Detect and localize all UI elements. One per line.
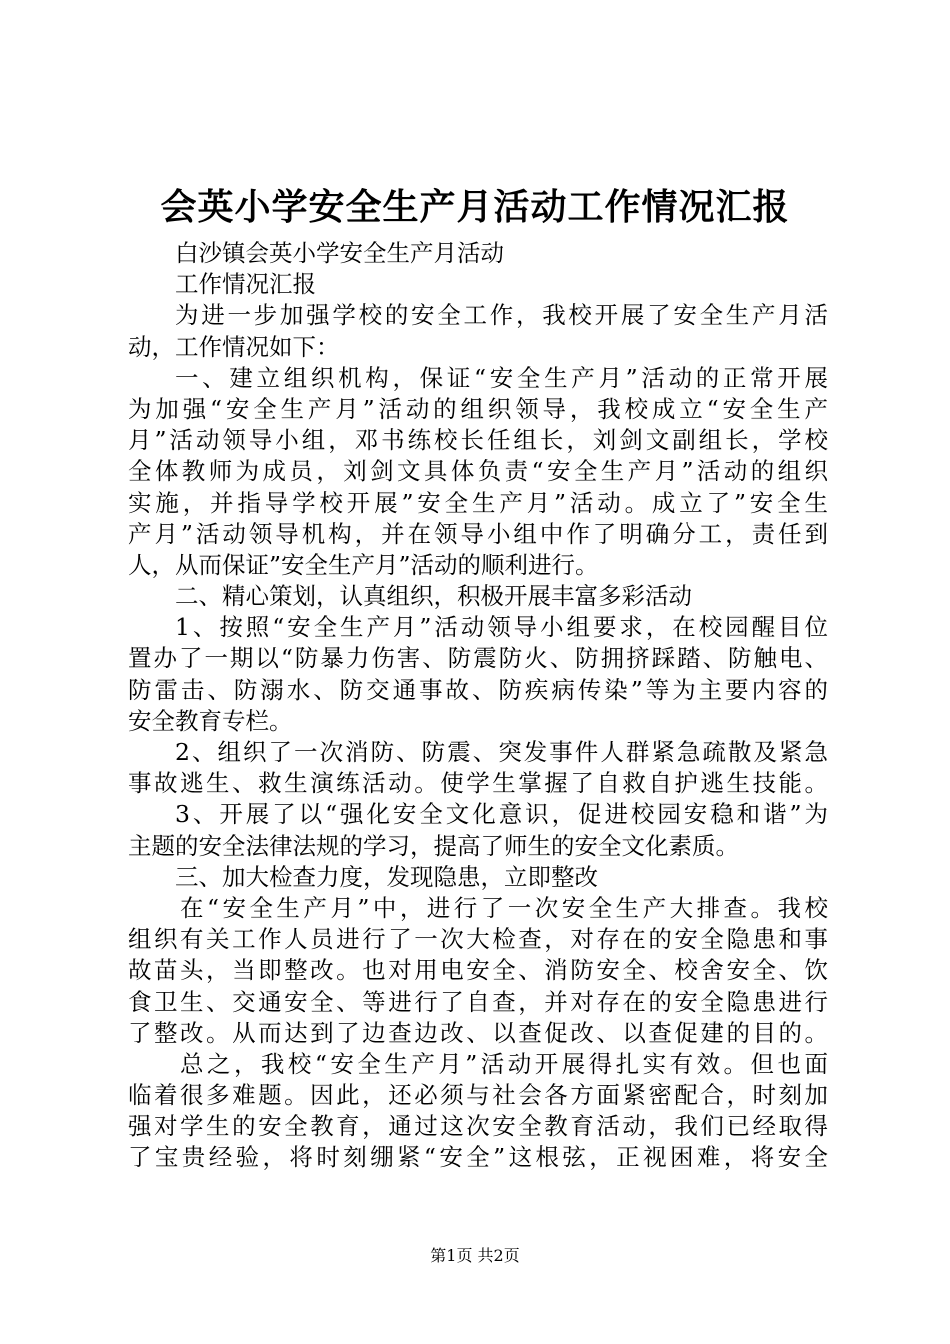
- body-line: 临着很多难题。因此，还必须与社会各方面紧密配合，时刻加: [128, 1081, 828, 1110]
- section-heading: 二、精心策划，认真组织，积极开展丰富多彩活动: [175, 582, 692, 611]
- body-line: 3、开展了以“强化安全文化意识，促进校园安稳和谐”为: [175, 800, 828, 829]
- body-line: 总之，我校“安全生产月”活动开展得扎实有效。但也面: [180, 1049, 828, 1078]
- body-line: 月”活动领导小组，邓书练校长任组长，刘剑文副组长，学校: [128, 426, 828, 455]
- document-body: [128, 238, 828, 1174]
- body-line: 安全教育专栏。: [128, 706, 293, 735]
- body-line: 置办了一期以“防暴力伤害、防震防火、防拥挤踩踏、防触电、: [128, 644, 828, 673]
- body-line: 食卫生、交通安全、等进行了自查，并对存在的安全隐患进行: [128, 987, 828, 1016]
- body-line: 故苗头，当即整改。也对用电安全、消防安全、校舍安全、饮: [128, 956, 828, 985]
- body-line: 组织有关工作人员进行了一次大检查，对存在的安全隐患和事: [128, 925, 828, 954]
- body-line: 了宝贵经验，将时刻绷紧“安全”这根弦，正视困难，将安全: [128, 1143, 828, 1172]
- section-heading: 一、建立组织机构，保证“安全生产月”活动的正常开展: [175, 363, 828, 392]
- body-line: 防雷击、防溺水、防交通事故、防疾病传染”等为主要内容的: [128, 675, 828, 704]
- page-footer: 第1页 共2页: [430, 1246, 520, 1265]
- body-line: 1、按照“安全生产月”活动领导小组要求，在校园醒目位: [175, 613, 828, 642]
- body-line: 工作情况汇报: [175, 270, 316, 299]
- body-line: 动，工作情况如下：: [128, 332, 340, 361]
- document-title: 会英小学安全生产月活动工作情况汇报: [160, 186, 790, 228]
- body-line: 产月”活动领导机构，并在领导小组中作了明确分工，责任到: [128, 519, 828, 548]
- body-line: 在“安全生产月”中，进行了一次安全生产大排查。我校: [180, 893, 828, 922]
- section-heading: 三、加大检查力度，发现隐患，立即整改: [175, 862, 598, 891]
- body-line: 2、组织了一次消防、防震、突发事件人群紧急疏散及紧急: [175, 738, 828, 766]
- body-line: 人，从而保证”安全生产月”活动的顺利进行。: [128, 550, 599, 579]
- body-line: 事故逃生、救生演练活动。使学生掌握了自救自护逃生技能。: [128, 769, 828, 798]
- body-line: 了整改。从而达到了边查边改、以查促改、以查促建的目的。: [128, 1018, 828, 1047]
- body-line: 实施，并指导学校开展”安全生产月”活动。成立了”安全生: [128, 488, 828, 517]
- body-line: 为加强“安全生产月”活动的组织领导，我校成立“安全生产: [128, 394, 828, 423]
- body-line: 白沙镇会英小学安全生产月活动: [175, 239, 504, 267]
- body-line: 为进一步加强学校的安全工作，我校开展了安全生产月活: [175, 301, 828, 330]
- body-line: 强对学生的安全教育，通过这次安全教育活动，我们已经取得: [128, 1112, 828, 1141]
- body-line: 全体教师为成员，刘剑文具体负责“安全生产月”活动的组织: [128, 457, 828, 486]
- body-line: 主题的安全法律法规的学习，提高了师生的安全文化素质。: [128, 831, 739, 860]
